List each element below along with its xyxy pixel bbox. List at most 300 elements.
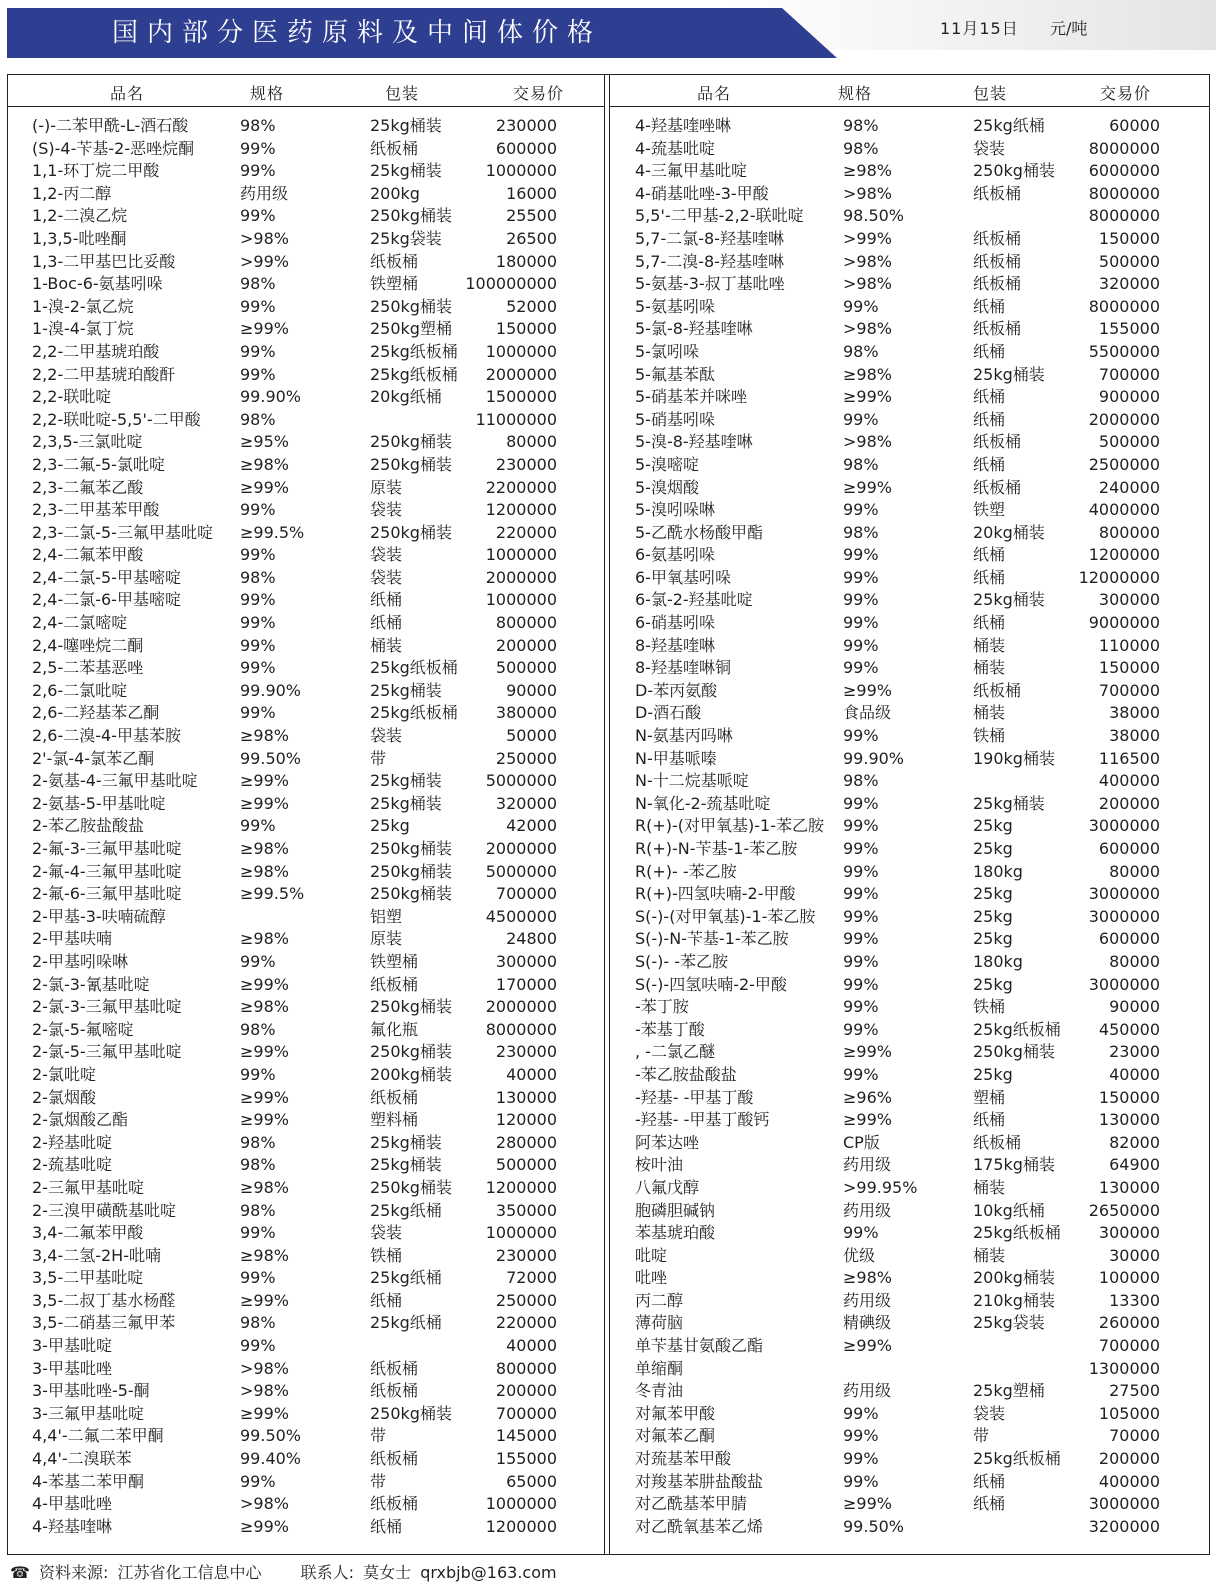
- table-row: [0, 431, 590, 454]
- product-name: , -二氯乙醚: [635, 1042, 715, 1062]
- package: 纸板桶: [973, 228, 1022, 248]
- price: 1000000: [485, 341, 557, 361]
- spec: 99%: [843, 839, 879, 858]
- table-row: [603, 386, 1193, 409]
- price: 80000: [1109, 861, 1160, 881]
- table-row: [603, 1290, 1193, 1313]
- table-row: [0, 1222, 590, 1245]
- package: 250kg塑桶: [370, 319, 452, 339]
- spec: 98%: [240, 1200, 276, 1220]
- price: 12000000: [1078, 567, 1160, 587]
- package: 25kg: [973, 816, 1013, 836]
- table-row: [603, 228, 1193, 251]
- price: 40000: [506, 1064, 557, 1084]
- package: 袋装: [370, 567, 403, 587]
- table-row: [603, 160, 1193, 183]
- price: 320000: [495, 793, 557, 813]
- package: 桶装: [973, 703, 1006, 723]
- spec: >98%: [843, 274, 892, 294]
- product-name: 2-氯-5-氟嘧啶: [32, 1019, 134, 1039]
- price: 2650000: [1088, 1200, 1160, 1220]
- table-row: [0, 273, 590, 296]
- table-row: [603, 1448, 1193, 1471]
- product-name: 桉叶油: [635, 1155, 684, 1175]
- price: 500000: [1098, 251, 1160, 271]
- spec: 99%: [843, 500, 879, 520]
- package: 25kg桶装: [370, 793, 442, 813]
- left-header-rule: [7, 106, 604, 107]
- package: 25kg纸板桶: [370, 364, 458, 384]
- product-name: 5-溴烟酸: [635, 477, 699, 497]
- product-name: S(-)-(对甲氧基)-1-苯乙胺: [635, 906, 816, 926]
- product-name: 6-氨基吲哚: [635, 545, 715, 565]
- price: 3000000: [1088, 1494, 1160, 1514]
- table-row: [0, 1290, 590, 1313]
- package: 250kg桶装: [370, 1403, 452, 1423]
- table-row: [603, 183, 1193, 206]
- table-row: [0, 883, 590, 906]
- product-name: 2,4-噻唑烷二酮: [32, 635, 144, 655]
- table-row: [603, 702, 1193, 725]
- package: 桶装: [973, 1177, 1006, 1197]
- price: 23000: [1109, 1042, 1160, 1062]
- spec: 99%: [240, 613, 276, 633]
- table-row: [0, 477, 590, 500]
- price: 5000000: [485, 771, 557, 791]
- price: 1500000: [485, 387, 557, 407]
- product-name: 2-氟-6-三氟甲基吡啶: [32, 884, 182, 904]
- price: 24800: [506, 929, 557, 949]
- table-row: [603, 815, 1193, 838]
- table-row: [603, 1335, 1193, 1358]
- spec: ≥99%: [843, 1494, 892, 1514]
- package: 25kg桶装: [370, 161, 442, 181]
- product-name: 对氟苯甲酸: [635, 1403, 716, 1423]
- product-name: 2,2-联吡啶-5,5'-二甲酸: [32, 409, 201, 429]
- package: 铝塑: [370, 906, 403, 926]
- product-name: R(+)-N-苄基-1-苯乙胺: [635, 839, 798, 858]
- package: 25kg纸板桶: [370, 341, 458, 361]
- product-name: 八氟戊醇: [635, 1177, 700, 1197]
- price: 400000: [1098, 771, 1160, 791]
- product-name: 2,4-二氯-5-甲基嘧啶: [32, 567, 181, 587]
- product-name: 对氟苯乙酮: [635, 1426, 716, 1446]
- package: 180kg: [973, 951, 1023, 971]
- spec: >99%: [843, 228, 892, 248]
- package: 25kg桶装: [973, 364, 1045, 384]
- package: 250kg桶装: [370, 522, 452, 542]
- product-name: 苯基琥珀酸: [635, 1223, 716, 1243]
- spec: 99%: [843, 613, 879, 633]
- table-row: [603, 454, 1193, 477]
- table-row: [603, 409, 1193, 432]
- product-name: 8-羟基喹啉: [635, 635, 715, 655]
- table-row: [603, 1516, 1193, 1539]
- spec: 99%: [843, 545, 879, 565]
- package: 180kg: [973, 861, 1023, 881]
- table-row: [0, 1132, 590, 1155]
- price: 500000: [495, 1155, 557, 1175]
- spec: 99%: [843, 567, 879, 587]
- spec: ≥99%: [240, 319, 289, 339]
- product-name: 4-羟基喹啉: [32, 1516, 112, 1536]
- price: 600000: [1098, 839, 1160, 858]
- product-name: 2-甲基-3-呋喃硫醇: [32, 906, 166, 926]
- package: 25kg: [973, 839, 1013, 858]
- product-name: 2-甲基吲哚啉: [32, 951, 128, 971]
- spec: ≥99%: [843, 1042, 892, 1062]
- price: 9000000: [1088, 613, 1160, 633]
- product-name: 冬青油: [635, 1381, 684, 1401]
- spec: 99.90%: [240, 680, 302, 700]
- table-row: [0, 612, 590, 635]
- spec: 精碘级: [843, 1313, 892, 1333]
- product-name: 2-氯-3-氰基吡啶: [32, 974, 150, 994]
- price: 2000000: [1088, 409, 1160, 429]
- package: 25kg纸桶: [370, 1200, 442, 1220]
- product-name: 5-硝基苯并咪唑: [635, 387, 747, 407]
- table-row: [603, 431, 1193, 454]
- spec: 99%: [843, 997, 879, 1017]
- price: 130000: [1098, 1110, 1160, 1130]
- table-row: [603, 951, 1193, 974]
- price: 500000: [1098, 432, 1160, 452]
- product-name: 对巯基苯甲酸: [635, 1449, 732, 1469]
- package: 25kg袋装: [370, 228, 442, 248]
- spec: 99%: [240, 161, 276, 181]
- product-name: 1,3,5-吡唑酮: [32, 228, 127, 248]
- product-name: 5,7-二氯-8-羟基喹啉: [635, 228, 784, 248]
- price: 230000: [495, 116, 557, 135]
- product-name: 5-溴嘧啶: [635, 454, 699, 474]
- spec: 99.50%: [240, 748, 302, 768]
- package: 25kg纸桶: [973, 116, 1045, 135]
- spec: 99%: [843, 658, 879, 678]
- package: 250kg桶装: [370, 454, 452, 474]
- product-name: 3,4-二氟苯甲酸: [32, 1223, 144, 1243]
- table-row: [0, 409, 590, 432]
- product-name: 3-甲基吡唑-5-酮: [32, 1381, 150, 1401]
- spec: ≥98%: [240, 839, 289, 858]
- package: 250kg桶装: [370, 432, 452, 452]
- price: 380000: [495, 703, 557, 723]
- package: 纸板桶: [973, 319, 1022, 339]
- table-row: [603, 612, 1193, 635]
- package: 带: [370, 1471, 387, 1491]
- price: 300000: [1098, 590, 1160, 610]
- table-row: [0, 996, 590, 1019]
- phone-icon: ☎: [10, 1563, 30, 1582]
- package: 250kg桶装: [370, 296, 452, 316]
- table-row: [0, 951, 590, 974]
- spec: 98%: [843, 522, 879, 542]
- product-name: 2-氨基-4-三氟甲基吡啶: [32, 771, 198, 791]
- table-row: [0, 341, 590, 364]
- table-row: [603, 1493, 1193, 1516]
- left-header-spec: 规格: [250, 84, 285, 103]
- package: 250kg桶装: [370, 861, 452, 881]
- package: 25kg桶装: [973, 590, 1045, 610]
- package: 250kg桶装: [370, 1042, 452, 1062]
- package: 纸桶: [370, 1290, 403, 1310]
- package: 袋装: [973, 138, 1006, 158]
- spec: 98%: [843, 138, 879, 158]
- spec: >98%: [843, 183, 892, 203]
- spec: ≥99%: [843, 477, 892, 497]
- price: 26500: [506, 228, 557, 248]
- package: 250kg桶装: [370, 206, 452, 226]
- spec: 99%: [843, 1064, 879, 1084]
- table-row: [0, 1380, 590, 1403]
- table-row: [0, 702, 590, 725]
- price: 8000000: [1088, 296, 1160, 316]
- price: 8000000: [1088, 138, 1160, 158]
- package: 纸桶: [973, 409, 1006, 429]
- table-row: [603, 1267, 1193, 1290]
- product-name: 丙二醇: [635, 1290, 684, 1310]
- product-name: 3,5-二叔丁基水杨醛: [32, 1290, 176, 1310]
- price: 1200000: [485, 1516, 557, 1536]
- package: 25kg: [973, 884, 1013, 904]
- package: 桶装: [370, 635, 403, 655]
- price: 700000: [495, 1403, 557, 1423]
- table-row: [0, 1312, 590, 1335]
- spec: ≥98%: [843, 1268, 892, 1288]
- spec: 99%: [240, 138, 276, 158]
- product-name: 5,5'-二甲基-2,2-联吡啶: [635, 206, 804, 226]
- spec: ≥99%: [240, 1087, 289, 1107]
- package: 200kg: [370, 183, 420, 203]
- price: 5000000: [485, 861, 557, 881]
- price: 64900: [1109, 1155, 1160, 1175]
- right-header-rule: [610, 106, 1210, 107]
- price: 2000000: [485, 364, 557, 384]
- package: 25kg袋装: [973, 1313, 1045, 1333]
- spec: ≥98%: [843, 364, 892, 384]
- spec: >98%: [240, 228, 289, 248]
- package: 200kg桶装: [973, 1268, 1055, 1288]
- package: 袋装: [973, 1403, 1006, 1423]
- package: 铁桶: [973, 997, 1006, 1017]
- spec: >99%: [240, 251, 289, 271]
- product-name: 3,5-二甲基吡啶: [32, 1268, 144, 1288]
- package: 纸板桶: [370, 974, 419, 994]
- table-row: [603, 657, 1193, 680]
- table-row: [603, 1358, 1193, 1381]
- table-row: [603, 251, 1193, 274]
- price: 600000: [495, 138, 557, 158]
- unit-label: 元/吨: [1050, 19, 1088, 38]
- table-row: [0, 160, 590, 183]
- price: 2000000: [485, 997, 557, 1017]
- product-name: 3-甲基吡唑: [32, 1358, 112, 1378]
- product-name: 吡啶: [635, 1245, 668, 1265]
- price: 700000: [1098, 1336, 1160, 1356]
- package: 铁塑桶: [370, 274, 419, 294]
- price: 1200000: [485, 1177, 557, 1197]
- price: 1000000: [485, 545, 557, 565]
- table-row: [603, 138, 1193, 161]
- spec: ≥99%: [843, 1336, 892, 1356]
- spec: 99%: [843, 884, 879, 904]
- package: 纸桶: [370, 1516, 403, 1536]
- product-name: 5-氯吲哚: [635, 341, 699, 361]
- spec: 98%: [843, 116, 879, 135]
- table-row: [603, 1245, 1193, 1268]
- package: 纸板桶: [973, 1132, 1022, 1152]
- price: 3000000: [1088, 974, 1160, 994]
- price: 250000: [495, 1290, 557, 1310]
- package: 纸板桶: [973, 477, 1022, 497]
- package: 250kg桶装: [973, 161, 1055, 181]
- price: 130000: [495, 1087, 557, 1107]
- package: 25kg: [370, 816, 410, 836]
- table-row: [603, 567, 1193, 590]
- spec: 99.90%: [240, 387, 302, 407]
- package: 纸板桶: [973, 183, 1022, 203]
- spec: ≥99%: [240, 1042, 289, 1062]
- price: 1000000: [485, 161, 557, 181]
- product-name: 2-氯吡啶: [32, 1064, 96, 1084]
- product-name: 6-硝基吲哚: [635, 613, 715, 633]
- spec: ≥99%: [240, 1516, 289, 1536]
- product-name: 2-氟-3-三氟甲基吡啶: [32, 839, 182, 858]
- table-row: [0, 138, 590, 161]
- product-name: 1-溴-4-氯丁烷: [32, 319, 134, 339]
- spec: >98%: [843, 251, 892, 271]
- table-row: [0, 861, 590, 884]
- price: 4500000: [485, 906, 557, 926]
- product-name: -羟基- -甲基丁酸钙: [635, 1110, 770, 1130]
- table-row: [603, 544, 1193, 567]
- package: 氟化瓶: [370, 1019, 419, 1039]
- price: 25500: [506, 206, 557, 226]
- package: 纸桶: [370, 590, 403, 610]
- spec: 99%: [843, 861, 879, 881]
- product-name: 2-氯-3-三氟甲基吡啶: [32, 997, 182, 1017]
- source-label: 资料来源:: [39, 1563, 109, 1582]
- price: 38000: [1109, 726, 1160, 746]
- spec: >98%: [843, 319, 892, 339]
- spec: >99.95%: [843, 1177, 918, 1197]
- spec: 99%: [240, 590, 276, 610]
- table-row: [0, 748, 590, 771]
- table-row: [0, 1019, 590, 1042]
- price: 800000: [1098, 522, 1160, 542]
- product-name: 2-氯-5-三氟甲基吡啶: [32, 1042, 182, 1062]
- package: 纸板桶: [370, 1494, 419, 1514]
- price: 200000: [1098, 793, 1160, 813]
- product-name: 5,7-二溴-8-羟基喹啉: [635, 251, 784, 271]
- spec: ≥99%: [843, 387, 892, 407]
- product-name: N-甲基哌嗪: [635, 748, 717, 768]
- package: 25kg纸板桶: [973, 1019, 1061, 1039]
- package: 25kg: [973, 906, 1013, 926]
- spec: 99%: [843, 635, 879, 655]
- price: 250000: [495, 748, 557, 768]
- price: 11000000: [475, 409, 557, 429]
- price: 90000: [1109, 997, 1160, 1017]
- spec: CP版: [843, 1132, 880, 1152]
- price: 300000: [495, 951, 557, 971]
- product-name: (-)-二苯甲酰-L-酒石酸: [32, 116, 189, 135]
- spec: ≥99%: [240, 1290, 289, 1310]
- price: 8000000: [1088, 206, 1160, 226]
- table-row: [0, 815, 590, 838]
- table-row: [603, 770, 1193, 793]
- price: 42000: [506, 816, 557, 836]
- package: 袋装: [370, 726, 403, 746]
- table-row: [603, 1109, 1193, 1132]
- package: 纸桶: [973, 387, 1006, 407]
- package: 20kg纸桶: [370, 387, 442, 407]
- price: 80000: [506, 432, 557, 452]
- price: 52000: [506, 296, 557, 316]
- price: 320000: [1098, 274, 1160, 294]
- package: 25kg纸板桶: [973, 1449, 1061, 1469]
- spec: 98%: [240, 1155, 276, 1175]
- product-name: 2,6-二溴-4-甲基苯胺: [32, 726, 181, 746]
- spec: ≥99%: [843, 680, 892, 700]
- table-row: [0, 1471, 590, 1494]
- table-row: [0, 1245, 590, 1268]
- page-title: 国内部分医药原料及中间体价格: [112, 18, 603, 48]
- package: 纸桶: [973, 613, 1006, 633]
- product-name: 5-硝基吲哚: [635, 409, 715, 429]
- product-name: 5-氟基苯酞: [635, 364, 715, 384]
- table-row: [603, 974, 1193, 997]
- price: 27500: [1109, 1381, 1160, 1401]
- price: 90000: [506, 680, 557, 700]
- product-name: 2-巯基吡啶: [32, 1155, 112, 1175]
- price: 100000000: [465, 274, 557, 294]
- package: 250kg桶装: [370, 839, 452, 858]
- package: 铁桶: [973, 726, 1006, 746]
- package: 250kg桶装: [973, 1042, 1055, 1062]
- price: 155000: [495, 1449, 557, 1469]
- table-row: [0, 1335, 590, 1358]
- price: 2000000: [485, 567, 557, 587]
- table-row: [0, 770, 590, 793]
- spec: 99%: [240, 1471, 276, 1491]
- spec: 99%: [240, 545, 276, 565]
- product-name: -苯丁胺: [635, 997, 689, 1017]
- spec: 药用级: [843, 1200, 892, 1220]
- package: 25kg纸桶: [370, 1313, 442, 1333]
- package: 纸桶: [973, 341, 1006, 361]
- price: 1200000: [485, 500, 557, 520]
- product-name: 6-氯-2-羟基吡啶: [635, 590, 753, 610]
- package: 25kg纸板桶: [973, 1223, 1061, 1243]
- spec: ≥98%: [240, 861, 289, 881]
- product-name: 5-溴-8-羟基喹啉: [635, 432, 753, 452]
- package: 原装: [370, 929, 403, 949]
- spec: 98.50%: [843, 206, 905, 226]
- package: 25kg桶装: [370, 1155, 442, 1175]
- package: 铁塑桶: [370, 951, 419, 971]
- price: 8000000: [1088, 183, 1160, 203]
- table-row: [0, 928, 590, 951]
- product-name: 吡唑: [635, 1268, 668, 1288]
- package: 25kg: [973, 974, 1013, 994]
- product-name: (S)-4-苄基-2-恶唑烷酮: [32, 138, 195, 158]
- package: 190kg桶装: [973, 748, 1055, 768]
- product-name: 2,3-二氟苯乙酸: [32, 477, 144, 497]
- product-name: 3,4-二氢-2H-吡喃: [32, 1245, 161, 1265]
- price: 3000000: [1088, 884, 1160, 904]
- table-row: [603, 928, 1193, 951]
- package: 25kg: [973, 1064, 1013, 1084]
